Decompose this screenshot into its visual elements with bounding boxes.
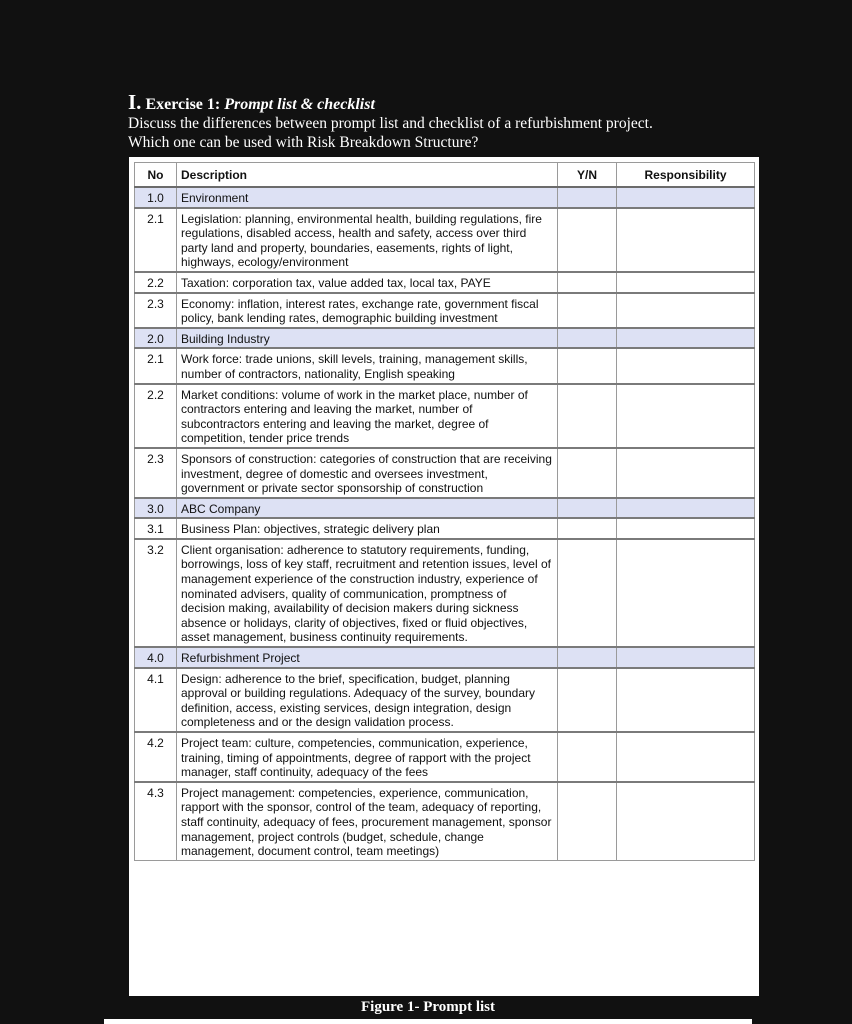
row-number: 3.1 xyxy=(135,518,177,539)
row-description: Market conditions: volume of work in the market place, number of contractors entering and leaving the market, number of subcontractors entering and leaving the market, degree of competition, tender price trends xyxy=(177,384,558,448)
exercise-prompt-line-2: Which one can be used with Risk Breakdown Structure? xyxy=(128,134,479,151)
row-number: 2.3 xyxy=(135,448,177,498)
row-responsibility-cell[interactable] xyxy=(617,272,755,293)
row-number: 3.2 xyxy=(135,539,177,647)
exercise-number: I. xyxy=(128,90,142,114)
row-responsibility-cell[interactable] xyxy=(617,187,755,208)
exercise-title xyxy=(128,92,828,114)
table-row xyxy=(135,272,755,293)
row-responsibility-cell[interactable] xyxy=(617,732,755,782)
row-description: Client organisation: adherence to statutory requirements, funding, borrowings, loss of key staff, recruitment and retention issues, level of management experience of the construction industry, experience of nominated advisers, quality of communication, promptness of decision making, availability of decision makers during sickness absence or holidays, clarity of objectives, fixed or fluid objectives, asset management, business continuity requirements. xyxy=(177,539,558,647)
row-number: 2.2 xyxy=(135,272,177,293)
row-number: 2.2 xyxy=(135,384,177,448)
table-row xyxy=(135,348,755,383)
row-responsibility-cell[interactable] xyxy=(617,348,755,383)
row-responsibility-cell[interactable] xyxy=(617,539,755,647)
table-row xyxy=(135,539,755,647)
header-yn: Y/N xyxy=(558,163,617,188)
row-yn-cell[interactable] xyxy=(558,272,617,293)
row-yn-cell[interactable] xyxy=(558,187,617,208)
prompt-list-table-frame xyxy=(129,157,759,996)
table-row xyxy=(135,384,755,448)
row-responsibility-cell[interactable] xyxy=(617,384,755,448)
row-number: 1.0 xyxy=(135,187,177,208)
row-yn-cell[interactable] xyxy=(558,384,617,448)
table-row xyxy=(135,782,755,860)
row-description: Design: adherence to the brief, specification, budget, planning approval or building regulations. Adequacy of the survey, boundary definition, access, existing services, design integration, design completeness and or the design validation process. xyxy=(177,668,558,732)
section-row xyxy=(135,187,755,208)
row-responsibility-cell[interactable] xyxy=(617,782,755,860)
row-yn-cell[interactable] xyxy=(558,448,617,498)
row-yn-cell[interactable] xyxy=(558,647,617,668)
row-number: 2.3 xyxy=(135,293,177,328)
table-row xyxy=(135,208,755,272)
row-yn-cell[interactable] xyxy=(558,782,617,860)
header-responsibility: Responsibility xyxy=(617,163,755,188)
row-yn-cell[interactable] xyxy=(558,732,617,782)
table-header-row xyxy=(135,163,755,188)
section-row xyxy=(135,647,755,668)
exercise-heading-block xyxy=(128,92,828,152)
row-description: Environment xyxy=(177,187,558,208)
row-description: Sponsors of construction: categories of construction that are receiving investment, degree of domestic and oversees investment, government or private sector sponsorship of construction xyxy=(177,448,558,498)
table-row xyxy=(135,293,755,328)
row-responsibility-cell[interactable] xyxy=(617,293,755,328)
row-number: 2.1 xyxy=(135,208,177,272)
row-responsibility-cell[interactable] xyxy=(617,208,755,272)
header-description: Description xyxy=(177,163,558,188)
row-responsibility-cell[interactable] xyxy=(617,498,755,519)
row-description: Work force: trade unions, skill levels, training, management skills, number of contractors, nationality, English speaking xyxy=(177,348,558,383)
row-responsibility-cell[interactable] xyxy=(617,448,755,498)
row-yn-cell[interactable] xyxy=(558,348,617,383)
row-yn-cell[interactable] xyxy=(558,498,617,519)
row-number: 4.3 xyxy=(135,782,177,860)
row-responsibility-cell[interactable] xyxy=(617,668,755,732)
page-bottom-rule xyxy=(104,1019,752,1024)
row-responsibility-cell[interactable] xyxy=(617,518,755,539)
row-number: 2.0 xyxy=(135,328,177,349)
row-description: Building Industry xyxy=(177,328,558,349)
row-yn-cell[interactable] xyxy=(558,668,617,732)
row-yn-cell[interactable] xyxy=(558,293,617,328)
header-no: No xyxy=(135,163,177,188)
row-description: Business Plan: objectives, strategic delivery plan xyxy=(177,518,558,539)
row-yn-cell[interactable] xyxy=(558,208,617,272)
row-number: 3.0 xyxy=(135,498,177,519)
exercise-title-italic: Prompt list & checklist xyxy=(224,96,375,113)
figure-caption: Figure 1- Prompt list xyxy=(360,999,495,1015)
row-responsibility-cell[interactable] xyxy=(617,647,755,668)
table-row xyxy=(135,518,755,539)
row-number: 4.1 xyxy=(135,668,177,732)
row-description: Legislation: planning, environmental health, building regulations, fire regulations, disabled access, health and safety, access over third party land and property, boundaries, easements, rights of light, highways, ecology/environment xyxy=(177,208,558,272)
exercise-prompt-line-1: Discuss the differences between prompt list and checklist of a refurbishment project. xyxy=(128,115,653,132)
row-responsibility-cell[interactable] xyxy=(617,328,755,349)
table-row xyxy=(135,668,755,732)
section-row xyxy=(135,498,755,519)
row-yn-cell[interactable] xyxy=(558,518,617,539)
row-number: 4.0 xyxy=(135,647,177,668)
exercise-title-plain: Exercise 1: xyxy=(145,96,221,113)
row-number: 2.1 xyxy=(135,348,177,383)
row-description: Economy: inflation, interest rates, exchange rate, government fiscal policy, bank lending rates, demographic building investment xyxy=(177,293,558,328)
row-description: Taxation: corporation tax, value added tax, local tax, PAYE xyxy=(177,272,558,293)
section-row xyxy=(135,328,755,349)
row-yn-cell[interactable] xyxy=(558,539,617,647)
table-body xyxy=(135,187,755,860)
prompt-list-table xyxy=(134,162,755,861)
table-row xyxy=(135,448,755,498)
row-description: Refurbishment Project xyxy=(177,647,558,668)
table-row xyxy=(135,732,755,782)
row-number: 4.2 xyxy=(135,732,177,782)
row-description: Project management: competencies, experience, communication, rapport with the sponsor, control of the team, adequacy of reporting, staff continuity, adequacy of fees, procurement management, sponsor management, project controls (budget, schedule, change management, document control, team meetings) xyxy=(177,782,558,860)
row-description: Project team: culture, competencies, communication, experience, training, timing of appointments, degree of rapport with the project manager, staff continuity, adequacy of the fees xyxy=(177,732,558,782)
row-yn-cell[interactable] xyxy=(558,328,617,349)
row-description: ABC Company xyxy=(177,498,558,519)
